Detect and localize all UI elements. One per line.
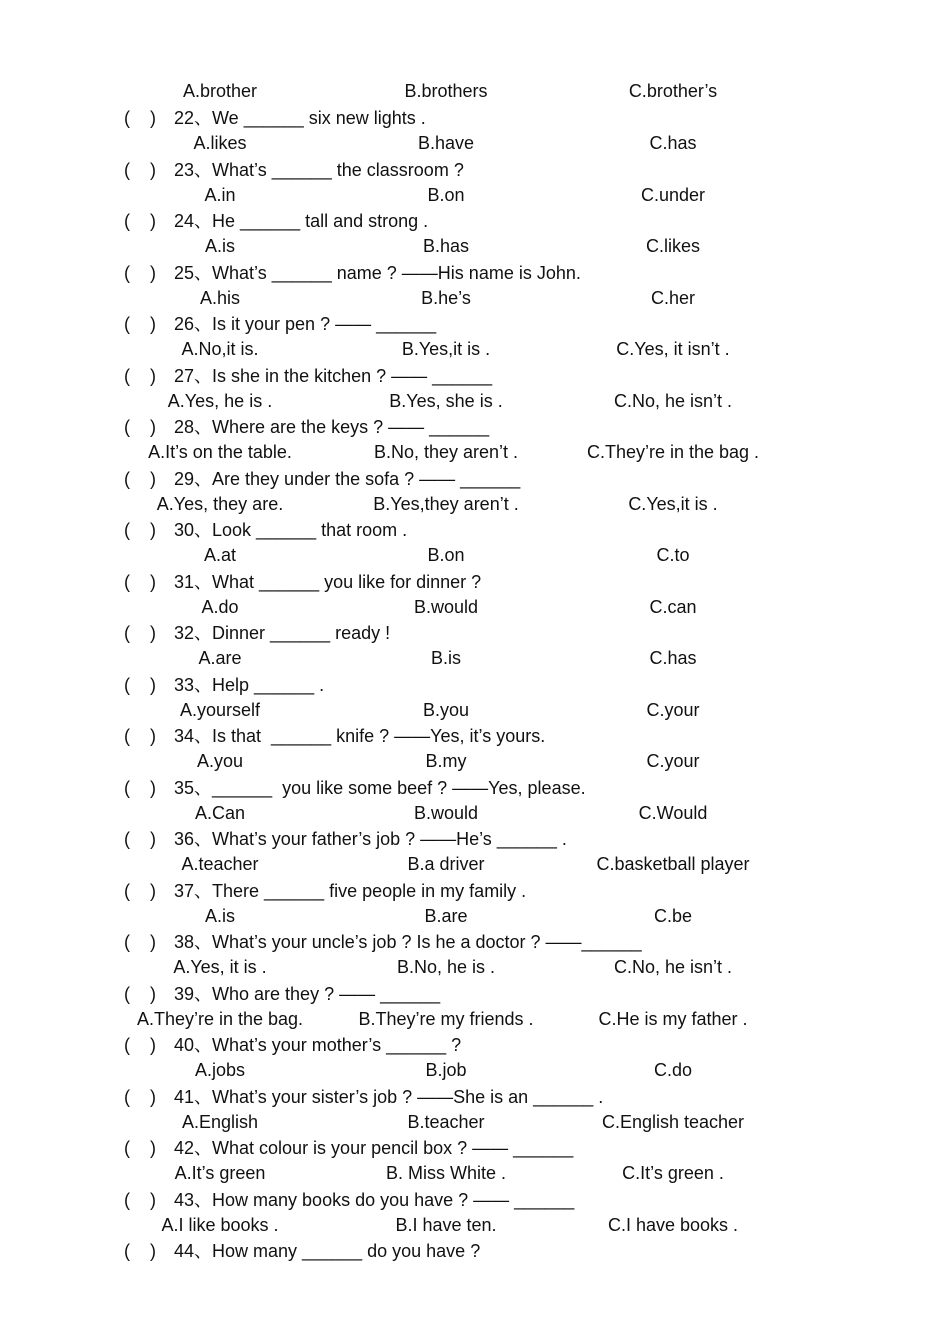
answer-options: [0, 182, 950, 208]
question-text: 35、______ you like some beef ? ——Yes, please.: [174, 777, 586, 798]
option-a: A.It’s on the table.: [148, 442, 292, 462]
question: [0, 1238, 950, 1264]
answer-options: [0, 748, 950, 774]
answer-bracket[interactable]: ( ): [124, 829, 156, 849]
question-text: 33、Help ______ .: [174, 674, 325, 695]
option-c: C.has: [649, 133, 697, 153]
answer-options: [0, 645, 950, 671]
question: [0, 517, 950, 543]
question-text: 43、How many books do you have ? —— ______: [174, 1189, 575, 1210]
option-b: B.are: [424, 905, 468, 926]
answer-bracket[interactable]: ( ): [124, 932, 156, 952]
answer-bracket[interactable]: ( ): [124, 623, 156, 643]
answer-options: [0, 1057, 950, 1083]
option-b: B.is: [430, 648, 462, 668]
option-b: B.you: [422, 699, 470, 720]
answer-options: [0, 491, 950, 517]
option-b: B.Yes, she is .: [389, 390, 503, 411]
answer-bracket[interactable]: ( ): [124, 777, 156, 798]
option-a: A.is: [204, 905, 236, 926]
option-b: B.would: [413, 596, 479, 617]
answer-bracket[interactable]: ( ): [124, 1189, 156, 1210]
option-b: B.Yes,they aren’t .: [373, 493, 519, 514]
option-c: C.her: [650, 287, 696, 308]
option-c: C.likes: [645, 236, 701, 256]
option-c: C.has: [649, 648, 697, 668]
answer-bracket[interactable]: ( ): [124, 1138, 156, 1158]
option-c: C.No, he isn’t .: [613, 957, 733, 977]
option-c: C.your: [646, 699, 700, 720]
option-b: B.No, he is .: [396, 957, 496, 977]
option-b: B.a driver: [407, 854, 485, 874]
answer-bracket[interactable]: ( ): [124, 571, 156, 592]
question-text: 24、He ______ tall and strong .: [174, 211, 429, 231]
option-c: C.It’s green .: [622, 1163, 724, 1183]
option-b: B.have: [417, 133, 475, 153]
answer-options: [0, 1006, 950, 1032]
question-text: 28、Where are the keys ? —— ______: [174, 417, 490, 437]
option-c: C.do: [653, 1060, 693, 1080]
option-c: C.English teacher: [601, 1111, 745, 1132]
option-b: B.teacher: [407, 1111, 485, 1132]
answer-options: [0, 594, 950, 620]
option-b: B.Yes,it is .: [401, 339, 491, 359]
question: [0, 1187, 950, 1213]
option-a: A.No,it is.: [181, 339, 259, 359]
question: [0, 620, 950, 646]
question: [0, 672, 950, 698]
option-a: A.Yes, he is .: [167, 390, 273, 411]
question: [0, 260, 950, 286]
question-text: 41、What’s your sister’s job ? ——She is an ______ .: [174, 1086, 604, 1107]
answer-options: [0, 851, 950, 877]
answer-bracket[interactable]: ( ): [124, 262, 156, 283]
option-b: B.he’s: [421, 287, 471, 308]
question: [0, 1084, 950, 1110]
option-c: C.your: [646, 751, 700, 771]
answer-options: [0, 1109, 950, 1135]
answer-bracket[interactable]: ( ): [124, 1086, 156, 1107]
option-b: B.job: [425, 1060, 467, 1080]
answer-options: [0, 233, 950, 259]
option-c: C.basketball player: [596, 854, 750, 874]
answer-bracket[interactable]: ( ): [124, 983, 156, 1004]
question: [0, 723, 950, 749]
option-c: C.Yes, it isn’t .: [616, 339, 730, 359]
option-a: A.in: [204, 184, 236, 205]
option-c: C.under: [640, 184, 706, 205]
question-text: 30、Look ______ that room .: [174, 520, 408, 540]
option-a: A.yourself: [179, 699, 261, 720]
option-c: C.to: [656, 545, 690, 565]
question: [0, 311, 950, 337]
answer-bracket[interactable]: ( ): [124, 1035, 156, 1055]
option-a: A.Can: [194, 802, 246, 823]
answer-bracket[interactable]: ( ): [124, 417, 156, 437]
answer-options: [0, 903, 950, 929]
question: [0, 363, 950, 389]
answer-options: [0, 388, 950, 414]
answer-options-21: [0, 78, 950, 104]
option-c: C.can: [649, 596, 697, 617]
answer-bracket[interactable]: ( ): [124, 880, 156, 901]
answer-options: [0, 954, 950, 980]
answer-bracket[interactable]: ( ): [124, 726, 156, 746]
answer-bracket[interactable]: ( ): [124, 674, 156, 695]
answer-options: [0, 439, 950, 465]
question-text: 36、What’s your father’s job ? ——He’s ______ .: [174, 829, 567, 849]
option-a: A.Yes, it is .: [173, 957, 267, 977]
option-a: A.They’re in the bag.: [136, 1008, 304, 1029]
option-b: B.my: [425, 751, 467, 771]
answer-bracket[interactable]: ( ): [124, 211, 156, 231]
answer-options: [0, 130, 950, 156]
answer-options: [0, 336, 950, 362]
option-b: B.has: [422, 236, 470, 256]
question: [0, 981, 950, 1007]
option-a: A.likes: [193, 133, 247, 153]
option-b: B.would: [413, 802, 479, 823]
answer-options: [0, 1212, 950, 1238]
question-text: 29、Are they under the sofa ? —— ______: [174, 468, 521, 489]
question-text: 23、What’s ______ the classroom ?: [174, 159, 464, 180]
question: [0, 775, 950, 801]
question-text: 42、What colour is your pencil box ? —— ______: [174, 1138, 574, 1158]
question-text: 32、Dinner ______ ready !: [174, 623, 391, 643]
option-a: A.you: [196, 751, 244, 771]
option-c: C.Would: [638, 802, 708, 823]
option-b: B.I have ten.: [395, 1214, 497, 1235]
question: [0, 826, 950, 852]
option-a: A.his: [199, 287, 241, 308]
question-text: 44、How many ______ do you have ?: [174, 1241, 481, 1261]
question-text: 39、Who are they ? —— ______: [174, 983, 441, 1004]
option-c: C.brother’s: [628, 81, 718, 101]
answer-bracket[interactable]: ( ): [124, 365, 156, 386]
question-text: 25、What’s ______ name ? ——His name is John.: [174, 262, 581, 283]
question-text: 40、What’s your mother’s ______ ?: [174, 1035, 462, 1055]
option-a: A.do: [201, 596, 239, 617]
option-b: B.No, they aren’t .: [373, 442, 519, 462]
question: [0, 878, 950, 904]
option-c: C.No, he isn’t .: [613, 390, 733, 411]
option-a: A.English: [181, 1111, 259, 1132]
question: [0, 929, 950, 955]
answer-options: [0, 285, 950, 311]
option-a: A.at: [203, 545, 237, 565]
answer-bracket[interactable]: ( ): [124, 1241, 156, 1261]
question: [0, 414, 950, 440]
option-c: C.Yes,it is .: [628, 493, 718, 514]
answer-bracket[interactable]: ( ): [124, 108, 156, 128]
option-c: C.be: [653, 905, 693, 926]
option-b: B.They’re my friends .: [358, 1008, 534, 1029]
answer-bracket[interactable]: ( ): [124, 314, 156, 334]
question: [0, 1135, 950, 1161]
question-text: 34、Is that ______ knife ? ——Yes, it’s yours.: [174, 726, 546, 746]
answer-bracket[interactable]: ( ): [124, 159, 156, 180]
question: [0, 157, 950, 183]
option-a: A.I like books .: [161, 1214, 279, 1235]
option-b: B.on: [427, 184, 465, 205]
question: [0, 105, 950, 131]
option-a: A.It’s green: [174, 1163, 266, 1183]
option-a: A.brother: [182, 81, 258, 101]
question: [0, 1032, 950, 1058]
question-text: 38、What’s your uncle’s job ? Is he a doctor ? ——______: [174, 932, 642, 952]
answer-options: [0, 1160, 950, 1186]
question-text: 31、What ______ you like for dinner ?: [174, 571, 482, 592]
question-text: 22、We ______ six new lights .: [174, 108, 426, 128]
option-c: C.I have books .: [607, 1214, 739, 1235]
option-b: B. Miss White .: [385, 1163, 507, 1183]
option-a: A.jobs: [194, 1060, 246, 1080]
option-c: C.He is my father .: [598, 1008, 748, 1029]
answer-bracket[interactable]: ( ): [124, 468, 156, 489]
question-text: 37、There ______ five people in my family .: [174, 880, 527, 901]
option-a: A.Yes, they are.: [156, 493, 284, 514]
answer-options: [0, 542, 950, 568]
question: [0, 208, 950, 234]
option-b: B.brothers: [404, 81, 488, 101]
answer-options: [0, 697, 950, 723]
question: [0, 466, 950, 492]
option-a: A.teacher: [181, 854, 259, 874]
option-a: A.is: [204, 236, 236, 256]
question-text: 26、Is it your pen ? —— ______: [174, 314, 437, 334]
option-b: B.on: [427, 545, 465, 565]
answer-options: [0, 800, 950, 826]
answer-bracket[interactable]: ( ): [124, 520, 156, 540]
option-a: A.are: [198, 648, 242, 668]
question-text: 27、Is she in the kitchen ? —— ______: [174, 365, 493, 386]
question: [0, 569, 950, 595]
option-c: C.They’re in the bag .: [586, 442, 760, 462]
